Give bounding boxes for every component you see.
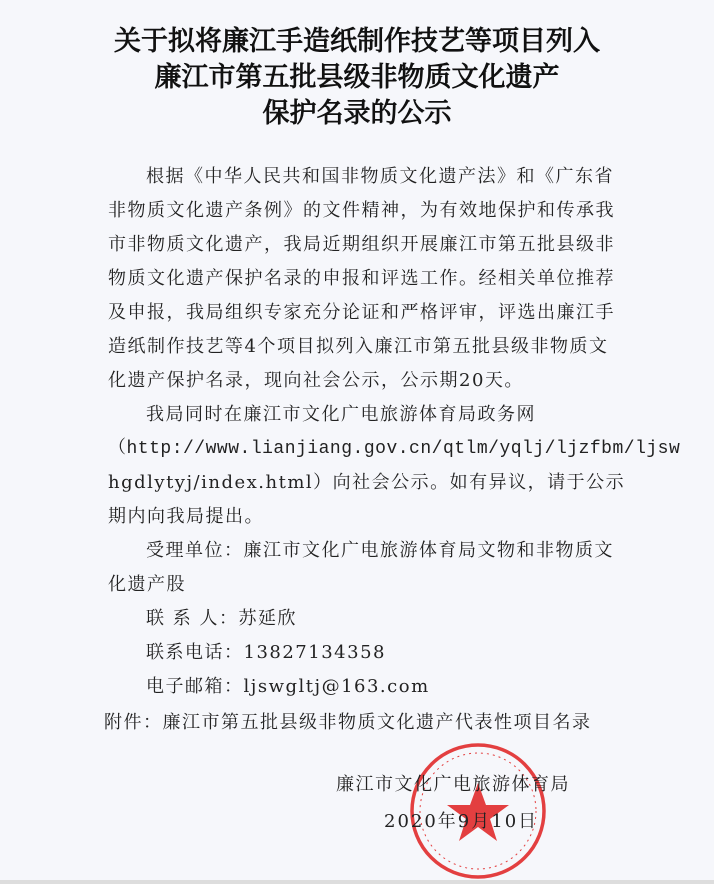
body-line: 及申报，我局组织专家充分论证和严格评审，评选出廉江手 [108,302,615,323]
url-line: hgdlytyj/index.html）向社会公示。如有异议，请于公示 [108,472,626,493]
signature-organization: 廉江市文化广电旅游体育局 [336,774,570,795]
page-edge [0,880,714,884]
body-line: 市非物质文化遗产，我局近期组织开展廉江市第五批县级非 [108,234,615,255]
document-body [108,160,681,704]
body-line: 根据《中华人民共和国非物质文化遗产法》和《广东省 [146,166,614,187]
contact-unit: 化遗产股 [108,574,186,595]
contact-person: 联 系 人：苏延欣 [146,608,297,629]
url-line: （http://www.lianjiang.gov.cn/qtlm/yqlj/ljzfbm/ljsw [108,439,681,459]
body-line: 我局同时在廉江市文化广电旅游体育局政务网 [146,404,536,425]
title-line: 廉江市第五批县级非物质文化遗产 [154,62,560,93]
contact-phone: 联系电话：13827134358 [146,642,386,663]
title-line: 保护名录的公示 [262,98,452,129]
body-line: 化遗产保护名录，现向社会公示，公示期20天。 [108,370,524,391]
document-title [0,24,714,132]
title-line: 关于拟将廉江手造纸制作技艺等项目列入 [114,26,600,57]
contact-unit: 受理单位：廉江市文化广电旅游体育局文物和非物质文 [146,540,614,561]
body-line: 物质文化遗产保护名录的申报和评选工作。经相关单位推荐 [108,268,615,289]
body-line: 非物质文化遗产条例》的文件精神，为有效地保护和传承我 [108,200,615,221]
body-line: 期内向我局提出。 [108,506,264,527]
signature-date: 2020年9月10日 [384,811,539,832]
body-line: 造纸制作技艺等4个项目拟列入廉江市第五批县级非物质文 [108,336,609,357]
attachment: 附件：廉江市第五批县级非物质文化遗产代表性项目名录 [104,712,592,733]
contact-email: 电子邮箱：ljswgltj@163.com [146,676,430,697]
